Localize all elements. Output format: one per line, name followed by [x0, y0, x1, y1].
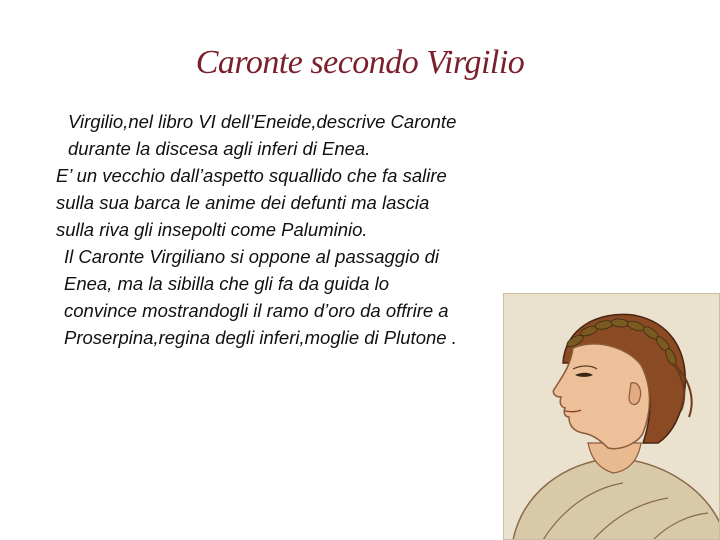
paragraph-line: Virgilio,nel libro VI dell’Eneide,descrive Caronte — [68, 111, 457, 132]
paragraph-line: Proserpina,regina degli inferi,moglie di Plutone . — [64, 327, 457, 348]
paragraph-line: Il Caronte Virgiliano si oppone al passaggio di — [64, 246, 440, 267]
slide-title: Caronte secondo Virgilio — [195, 44, 525, 81]
paragraph-line: sulla riva gli insepolti come Paluminio. — [56, 219, 368, 240]
paragraph-2 — [54, 162, 516, 243]
slide-body — [56, 108, 516, 351]
paragraph-1 — [56, 108, 516, 162]
paragraph-line: durante la discesa agli inferi di Enea. — [68, 138, 371, 159]
paragraph-line: sulla sua barca le anime dei defunti ma lascia — [56, 192, 430, 213]
paragraph-line: E’ un vecchio dall’aspetto squallido che fa salire — [56, 165, 447, 186]
laureate-portrait-image — [503, 293, 720, 540]
paragraph-line: convince mostrandogli il ramo d’oro da offrire a — [64, 300, 449, 321]
paragraph-line: Enea, ma la sibilla che gli fa da guida lo — [64, 273, 389, 294]
paragraph-3 — [56, 243, 516, 351]
laureate-portrait-svg — [503, 293, 720, 540]
